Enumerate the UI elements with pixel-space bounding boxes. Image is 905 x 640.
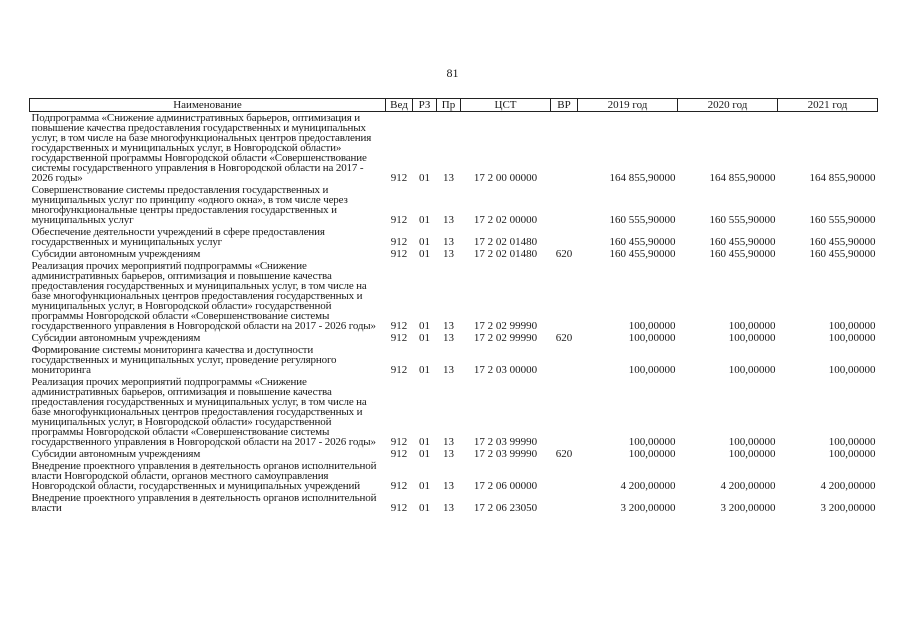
row-cst: 17 2 02 01480: [473, 236, 538, 248]
table-row: [30, 492, 878, 514]
row-2019: 164 855,90000: [609, 172, 676, 184]
header-ved: Вед: [386, 99, 413, 112]
row-pr: 13: [443, 502, 454, 514]
row-2019: 100,00000: [628, 320, 676, 332]
row-2020: 160 555,90000: [709, 214, 776, 226]
row-2020: 160 455,90000: [709, 248, 776, 260]
row-rz: 01: [419, 448, 430, 460]
row-cst: 17 2 06 23050: [473, 502, 538, 514]
header-2020: 2020 год: [678, 99, 778, 112]
row-2021: 100,00000: [828, 448, 876, 460]
row-pr: 13: [443, 364, 454, 376]
row-rz: 01: [419, 320, 430, 332]
row-ved: 912: [390, 320, 408, 332]
row-vr: [551, 460, 578, 492]
row-pr: 13: [443, 332, 454, 344]
header-rz: РЗ: [413, 99, 437, 112]
row-name: Совершенствование системы предоставления государственных и муниципальных услуг по принципу «одного окна», в том числе через многофункциональные центры предоставления государственных и муниципальных услуг: [31, 184, 348, 226]
row-2021: 100,00000: [828, 364, 876, 376]
row-ved: 912: [390, 448, 408, 460]
row-2021: 100,00000: [828, 332, 876, 344]
row-name: Субсидии автономным учреждениям: [31, 332, 201, 344]
row-2021: 160 555,90000: [809, 214, 876, 226]
row-ved: 912: [390, 502, 408, 514]
row-2020: 100,00000: [728, 364, 776, 376]
row-ved: 912: [390, 236, 408, 248]
row-cst: 17 2 02 99990: [473, 332, 538, 344]
row-2020: 100,00000: [728, 436, 776, 448]
row-2021: 100,00000: [828, 436, 876, 448]
row-name: Субсидии автономным учреждениям: [31, 448, 201, 460]
row-ved: 912: [390, 332, 408, 344]
row-2021: 100,00000: [828, 320, 876, 332]
row-vr: [551, 226, 578, 248]
row-vr: [551, 344, 578, 376]
row-2019: 100,00000: [628, 436, 676, 448]
row-2019: 100,00000: [628, 332, 676, 344]
row-2019: 100,00000: [628, 448, 676, 460]
table-row: [30, 184, 878, 226]
table-row: [30, 460, 878, 492]
row-name: Реализация прочих мероприятий подпрограммы «Снижение административных барьеров, оптимизация и повышение качества предоставления государственных и муниципальных услуг, в том числе на базе многофункциональных центров предоставления государственных и муниципальных услуг, в Новгородской области» государственной программы Новгородской области «Совершенствование системы государственного управления в Новгородской области на 2017 - 2026 годы»: [31, 260, 376, 332]
row-cst: 17 2 00 00000: [473, 172, 538, 184]
header-pr: Пр: [437, 99, 461, 112]
row-rz: 01: [419, 480, 430, 492]
row-2019: 100,00000: [628, 364, 676, 376]
table-header-row: [30, 99, 878, 112]
row-pr: 13: [443, 436, 454, 448]
row-rz: 01: [419, 172, 430, 184]
table-row: [30, 260, 878, 332]
row-ved: 912: [390, 214, 408, 226]
row-cst: 17 2 03 99990: [473, 436, 538, 448]
row-cst: 17 2 02 01480: [473, 248, 538, 260]
row-2019: 160 455,90000: [609, 248, 676, 260]
row-name: Внедрение проектного управления в деятельность органов исполнительной власти Новгородской области, органов местного самоуправления Новгородской области, государственных и муниципальных учреждений: [31, 460, 377, 492]
row-2021: 3 200,00000: [820, 502, 876, 514]
row-2021: 160 455,90000: [809, 248, 876, 260]
row-2021: 164 855,90000: [809, 172, 876, 184]
row-cst: 17 2 02 99990: [473, 320, 538, 332]
header-cst: ЦСТ: [461, 99, 551, 112]
row-ved: 912: [390, 436, 408, 448]
row-rz: 01: [419, 436, 430, 448]
page-number: 81: [446, 66, 459, 80]
row-pr: 13: [443, 448, 454, 460]
row-2020: 3 200,00000: [720, 502, 776, 514]
row-rz: 01: [419, 248, 430, 260]
table-row: [30, 112, 878, 185]
row-2020: 164 855,90000: [709, 172, 776, 184]
row-vr: [551, 492, 578, 514]
header-name: Наименование: [30, 99, 386, 112]
row-rz: 01: [419, 364, 430, 376]
table-row: [30, 226, 878, 248]
row-vr: [551, 376, 578, 448]
row-name: Внедрение проектного управления в деятельность органов исполнительной власти: [31, 492, 377, 514]
row-2019: 160 455,90000: [609, 236, 676, 248]
header-2019: 2019 год: [578, 99, 678, 112]
row-vr: [551, 184, 578, 226]
row-2019: 3 200,00000: [620, 502, 676, 514]
row-pr: 13: [443, 480, 454, 492]
row-name: Обеспечение деятельности учреждений в сфере предоставления государственных и муниципальных услуг: [31, 226, 325, 248]
row-pr: 13: [443, 320, 454, 332]
row-2021: 4 200,00000: [820, 480, 876, 492]
row-2020: 100,00000: [728, 332, 776, 344]
row-name: Реализация прочих мероприятий подпрограммы «Снижение административных барьеров, оптимизация и повышение качества предоставления государственных и муниципальных услуг, в том числе на базе многофункциональных центров предоставления государственных и муниципальных услуг, в Новгородской области» государственной программы Новгородской области «Совершенствование системы государственного управления в Новгородской области на 2017 - 2026 годы»: [31, 376, 376, 448]
row-rz: 01: [419, 236, 430, 248]
table-row: [30, 448, 878, 460]
row-rz: 01: [419, 502, 430, 514]
row-2019: 160 555,90000: [609, 214, 676, 226]
header-vr: ВР: [551, 99, 578, 112]
row-ved: 912: [390, 248, 408, 260]
row-vr: [551, 112, 578, 185]
row-rz: 01: [419, 332, 430, 344]
row-pr: 13: [443, 172, 454, 184]
row-2021: 160 455,90000: [809, 236, 876, 248]
row-pr: 13: [443, 236, 454, 248]
row-ved: 912: [390, 364, 408, 376]
row-ved: 912: [390, 480, 408, 492]
row-cst: 17 2 06 00000: [473, 480, 538, 492]
row-cst: 17 2 03 99990: [473, 448, 538, 460]
table-row: [30, 248, 878, 260]
table-row: [30, 376, 878, 448]
row-vr: [551, 260, 578, 332]
row-2020: 100,00000: [728, 448, 776, 460]
row-name: Формирование системы мониторинга качества и доступности государственных и муниципальных услуг, проведение регулярного мониторинга: [31, 344, 337, 376]
row-2020: 160 455,90000: [709, 236, 776, 248]
row-pr: 13: [443, 214, 454, 226]
row-cst: 17 2 02 00000: [473, 214, 538, 226]
table-row: [30, 332, 878, 344]
row-vr: 620: [555, 448, 573, 460]
row-2019: 4 200,00000: [620, 480, 676, 492]
row-name: Подпрограмма «Снижение административных барьеров, оптимизация и повышение качества предоставления государственных и муниципальных услуг, в том числе на базе многофункциональных центров предоставления государственных и муниципальных услуг, в Новгородской области» государственной программы Новгородской области «Совершенствование системы государственного управления в Новгородской области на 2017 - 2026 годы»: [31, 112, 372, 184]
row-cst: 17 2 03 00000: [473, 364, 538, 376]
row-vr: 620: [555, 332, 573, 344]
table-row: [30, 344, 878, 376]
row-2020: 4 200,00000: [720, 480, 776, 492]
row-name: Субсидии автономным учреждениям: [31, 248, 201, 260]
row-ved: 912: [390, 172, 408, 184]
row-vr: 620: [555, 248, 573, 260]
row-pr: 13: [443, 248, 454, 260]
row-rz: 01: [419, 214, 430, 226]
budget-table: [29, 98, 878, 514]
header-2021: 2021 год: [778, 99, 878, 112]
row-2020: 100,00000: [728, 320, 776, 332]
